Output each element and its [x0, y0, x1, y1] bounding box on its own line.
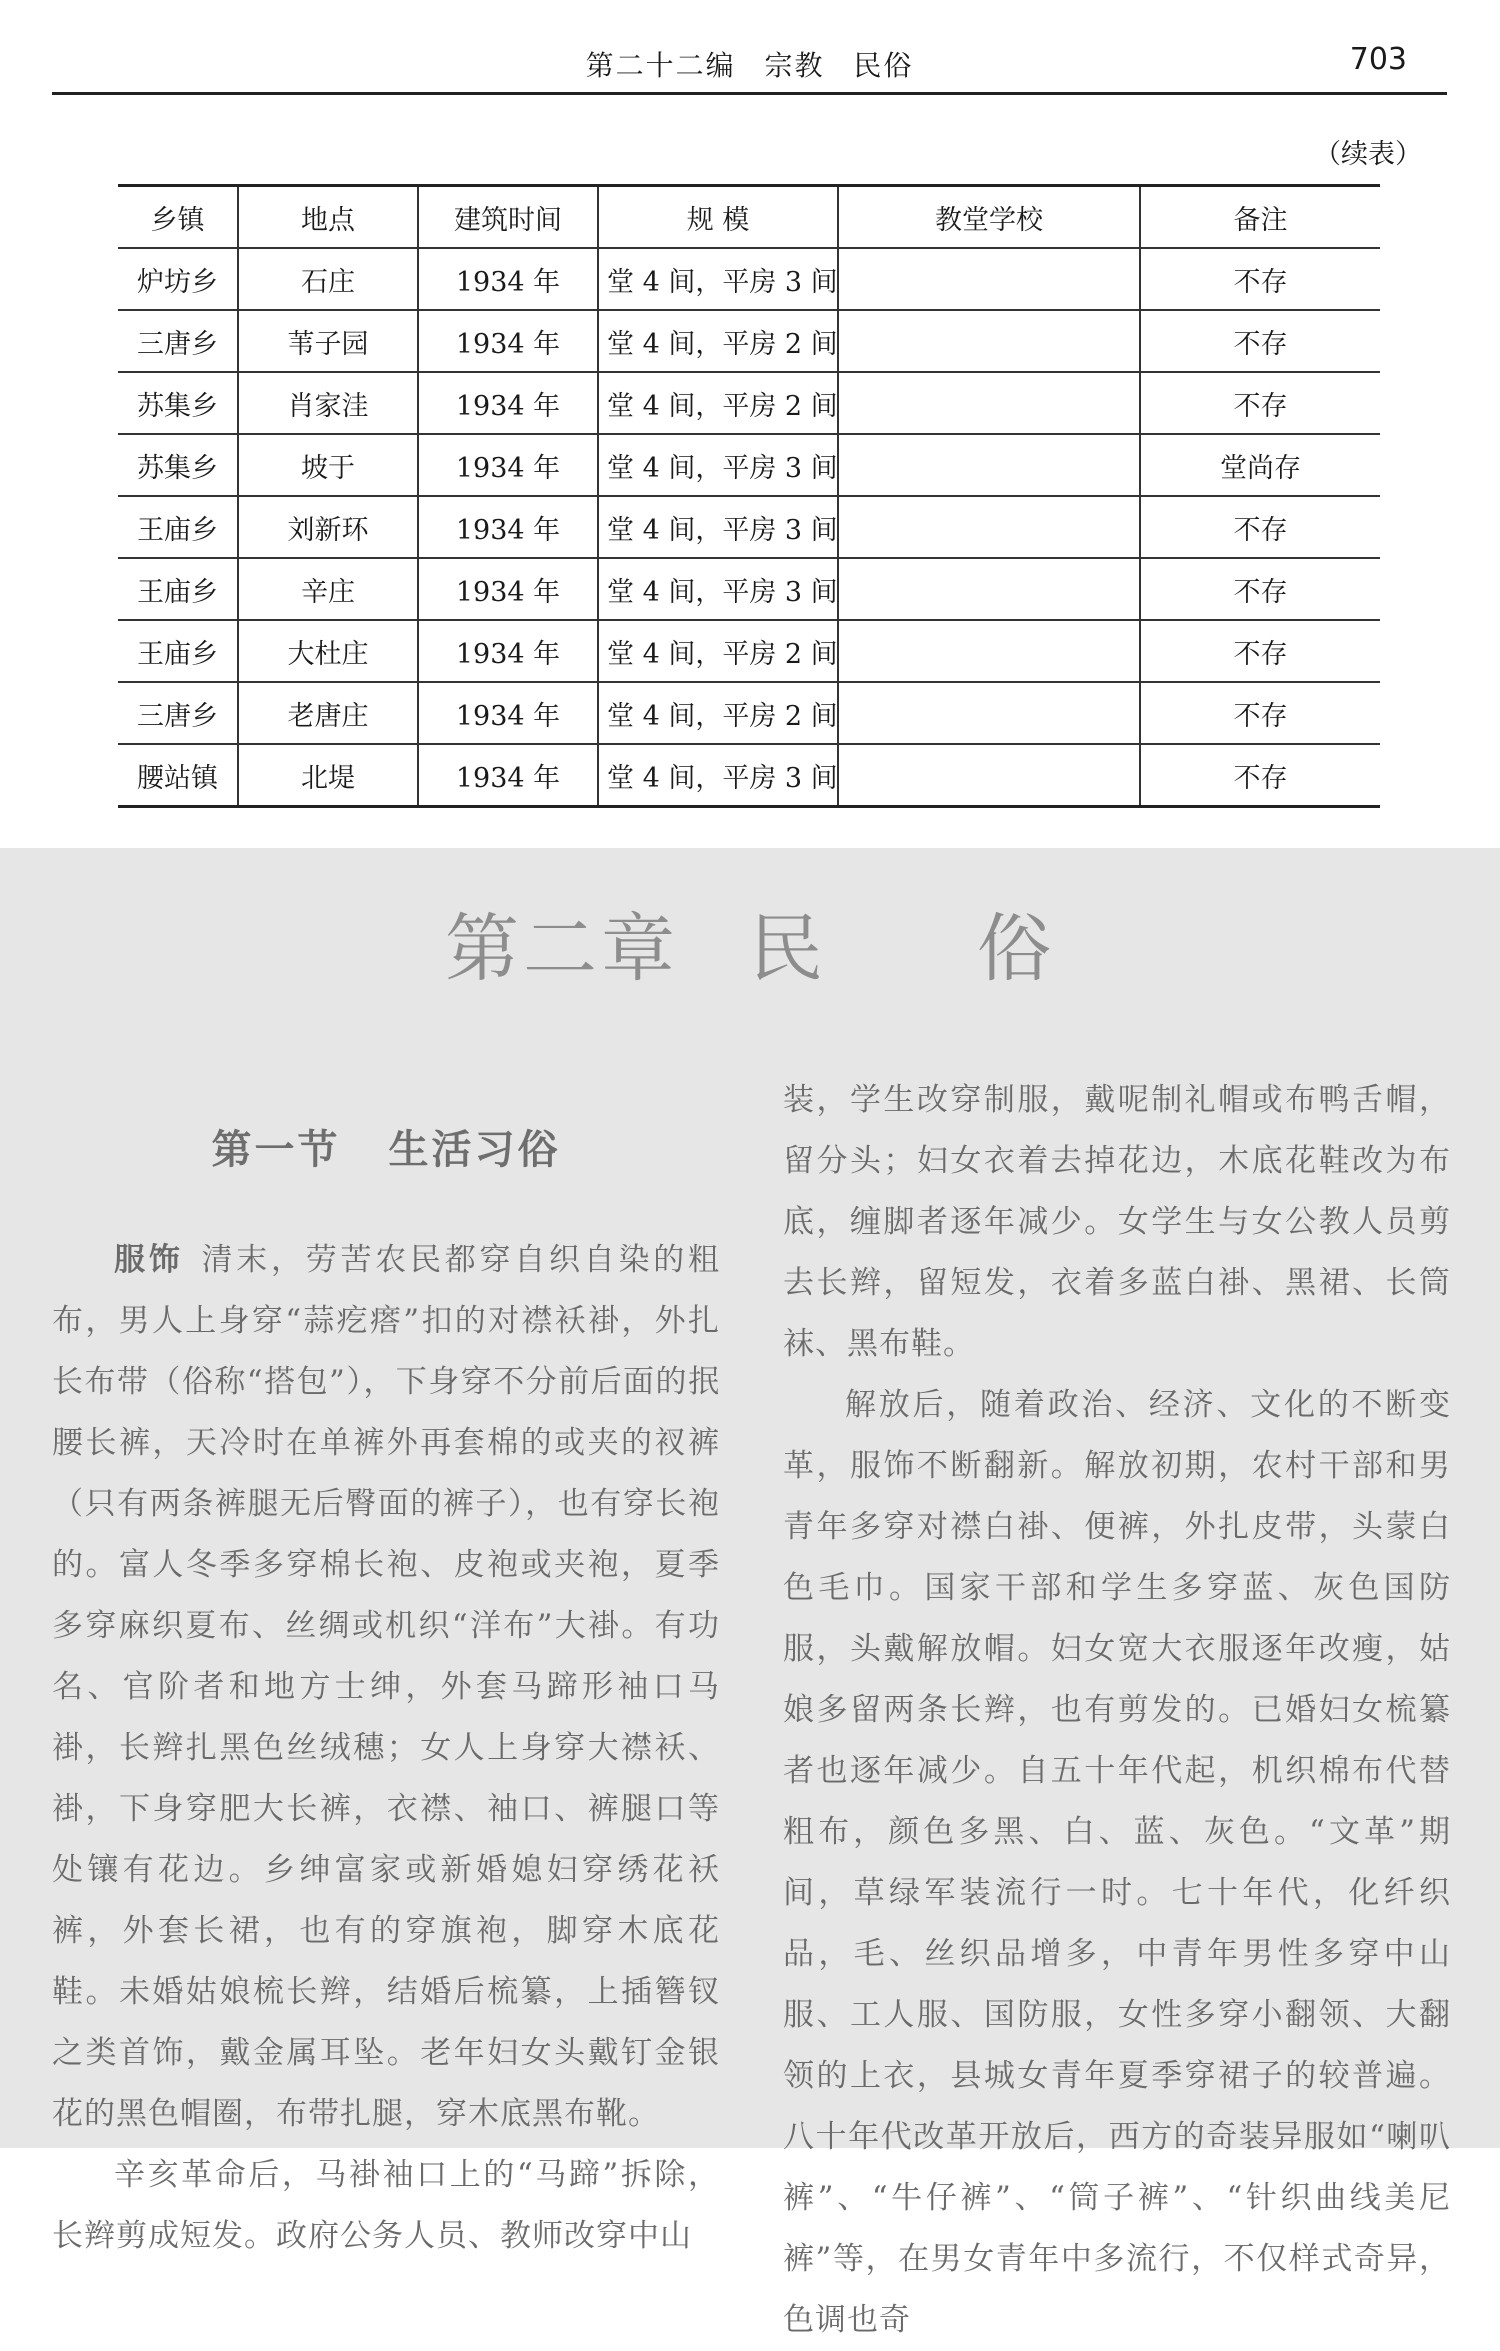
cell-build-time: 1934 年 [418, 434, 598, 496]
cell-location: 辛庄 [238, 558, 418, 620]
cell-church-school [838, 620, 1140, 682]
cell-town: 腰站镇 [118, 744, 238, 807]
table-row [118, 372, 1380, 434]
cell-build-time: 1934 年 [418, 744, 598, 807]
table-continuation-note: （续表） [1314, 139, 1422, 170]
cell-church-school [838, 744, 1140, 807]
cell-scale: 堂 4 间，平房 3 间 [598, 248, 838, 310]
church-table [118, 184, 1380, 808]
cell-church-school [838, 372, 1140, 434]
table-row [118, 496, 1380, 558]
section-number: 第一节 [211, 1127, 341, 1173]
cell-remark: 不存 [1140, 620, 1380, 682]
cell-church-school [838, 682, 1140, 744]
column-header: 教堂学校 [838, 186, 1140, 249]
body-paragraph: 解放后，随着政治、经济、文化的不断变革，服饰不断翻新。解放初期，农村干部和男青年多穿对襟白褂、便裤，外扎皮带，头蒙白色毛巾。国家干部和学生多穿蓝、灰色国防服，头戴解放帽。妇女宽大衣服逐年改瘦，姑娘多留两条长辫，也有剪发的。已婚妇女梳纂者也逐年减少。自五十年代起，机织棉布代替粗布，颜色多黑、白、蓝、灰色。“文革”期间，草绿军装流行一时。七十年代，化纤织品，毛、丝织品增多，中青年男性多穿中山服、工人服、国防服，女性多穿小翻领、大翻领的上衣，县城女青年夏季穿裙子的较普遍。八十年代改革开放后，西方的奇装异服如“喇叭裤”、“牛仔裤”、“筒子裤”、“针织曲线美尼裤”等，在男女青年中多流行，不仅样式奇异，色调也奇 [783, 1387, 1451, 2338]
cell-church-school [838, 558, 1140, 620]
cell-remark: 不存 [1140, 372, 1380, 434]
cell-remark: 不存 [1140, 310, 1380, 372]
cell-location: 坡于 [238, 434, 418, 496]
cell-location: 石庄 [238, 248, 418, 310]
right-text-column [783, 1070, 1451, 2351]
cell-town: 三唐乡 [118, 310, 238, 372]
cell-church-school [838, 310, 1140, 372]
cell-remark: 不存 [1140, 558, 1380, 620]
cell-location: 北堤 [238, 744, 418, 807]
cell-town: 王庙乡 [118, 496, 238, 558]
column-header: 规 模 [598, 186, 838, 249]
column-header: 备注 [1140, 186, 1380, 249]
cell-location: 苇子园 [238, 310, 418, 372]
cell-church-school [838, 496, 1140, 558]
cell-scale: 堂 4 间，平房 2 间 [598, 682, 838, 744]
cell-town: 王庙乡 [118, 620, 238, 682]
left-text-column [52, 1070, 720, 2267]
page-number: 703 [1349, 42, 1407, 77]
cell-location: 肖家洼 [238, 372, 418, 434]
cell-scale: 堂 4 间，平房 3 间 [598, 744, 838, 807]
cell-scale: 堂 4 间，平房 3 间 [598, 558, 838, 620]
cell-build-time: 1934 年 [418, 496, 598, 558]
cell-location: 大杜庄 [238, 620, 418, 682]
cell-remark: 不存 [1140, 744, 1380, 807]
table-row [118, 682, 1380, 744]
cell-scale: 堂 4 间，平房 2 间 [598, 310, 838, 372]
running-title: 第二十二编 宗教 民俗 [585, 49, 914, 82]
cell-church-school [838, 434, 1140, 496]
cell-town: 苏集乡 [118, 434, 238, 496]
column-header: 地点 [238, 186, 418, 249]
cell-build-time: 1934 年 [418, 372, 598, 434]
cell-remark: 不存 [1140, 248, 1380, 310]
cell-town: 王庙乡 [118, 558, 238, 620]
cell-location: 老唐庄 [238, 682, 418, 744]
cell-town: 炉坊乡 [118, 248, 238, 310]
column-header: 建筑时间 [418, 186, 598, 249]
table-row [118, 744, 1380, 807]
table-row [118, 558, 1380, 620]
cell-church-school [838, 248, 1140, 310]
table-row [118, 434, 1380, 496]
cell-build-time: 1934 年 [418, 248, 598, 310]
cell-remark: 堂尚存 [1140, 434, 1380, 496]
table-header-row [118, 186, 1380, 249]
cell-town: 三唐乡 [118, 682, 238, 744]
cell-scale: 堂 4 间，平房 2 间 [598, 372, 838, 434]
lead-term: 服饰 [114, 1242, 184, 1278]
section-title: 生活习俗 [388, 1127, 561, 1173]
cell-remark: 不存 [1140, 496, 1380, 558]
cell-town: 苏集乡 [118, 372, 238, 434]
table-row [118, 248, 1380, 310]
table-row [118, 620, 1380, 682]
cell-scale: 堂 4 间，平房 3 间 [598, 434, 838, 496]
cell-remark: 不存 [1140, 682, 1380, 744]
chapter-number: 第二章 [445, 906, 679, 992]
cell-scale: 堂 4 间，平房 3 间 [598, 496, 838, 558]
body-paragraph [52, 1230, 720, 2145]
cell-build-time: 1934 年 [418, 310, 598, 372]
chapter-title-char: 民 [749, 906, 827, 992]
cell-location: 刘新环 [238, 496, 418, 558]
body-paragraph: 辛亥革命后，马褂袖口上的“马蹄”拆除，长辫剪成短发。政府公务人员、教师改穿中山 [52, 2157, 720, 2254]
column-header: 乡镇 [118, 186, 238, 249]
cell-build-time: 1934 年 [418, 620, 598, 682]
section-heading [52, 1070, 720, 1230]
cell-scale: 堂 4 间，平房 2 间 [598, 620, 838, 682]
cell-build-time: 1934 年 [418, 558, 598, 620]
paragraph-text: 清末，劳苦农民都穿自织自染的粗布，男人上身穿“蒜疙瘩”扣的对襟袄褂，外扎长布带（俗称“搭包”），下身穿不分前后面的抿腰长裤，天冷时在单裤外再套棉的或夹的衩裤（只有两条裤腿无后臀面的裤子），也有穿长袍的。富人冬季多穿棉长袍、皮袍或夹袍，夏季多穿麻织夏布、丝绸或机织“洋布”大褂。有功名、官阶者和地方士绅，外套马蹄形袖口马褂，长辫扎黑色丝绒穗；女人上身穿大襟袄、褂，下身穿肥大长裤，衣襟、袖口、裤腿口等处镶有花边。乡绅富家或新婚媳妇穿绣花袄裤，外套长裙，也有的穿旗袍，脚穿木底花鞋。未婚姑娘梳长辫，结婚后梳纂，上插簪钗之类首饰，戴金属耳坠。老年妇女头戴钉金银花的黑色帽圈，布带扎腿，穿木底黑布靴。 [52, 1242, 720, 2132]
chapter-heading [0, 890, 1500, 996]
table-row [118, 310, 1380, 372]
page-header [52, 30, 1447, 95]
body-paragraph: 装，学生改穿制服，戴呢制礼帽或布鸭舌帽，留分头；妇女衣着去掉花边，木底花鞋改为布底，缠脚者逐年减少。女学生与女公教人员剪去长辫，留短发，衣着多蓝白褂、黑裙、长筒袜、黑布鞋。 [783, 1082, 1451, 1362]
chapter-title-char: 俗 [977, 906, 1055, 992]
cell-build-time: 1934 年 [418, 682, 598, 744]
